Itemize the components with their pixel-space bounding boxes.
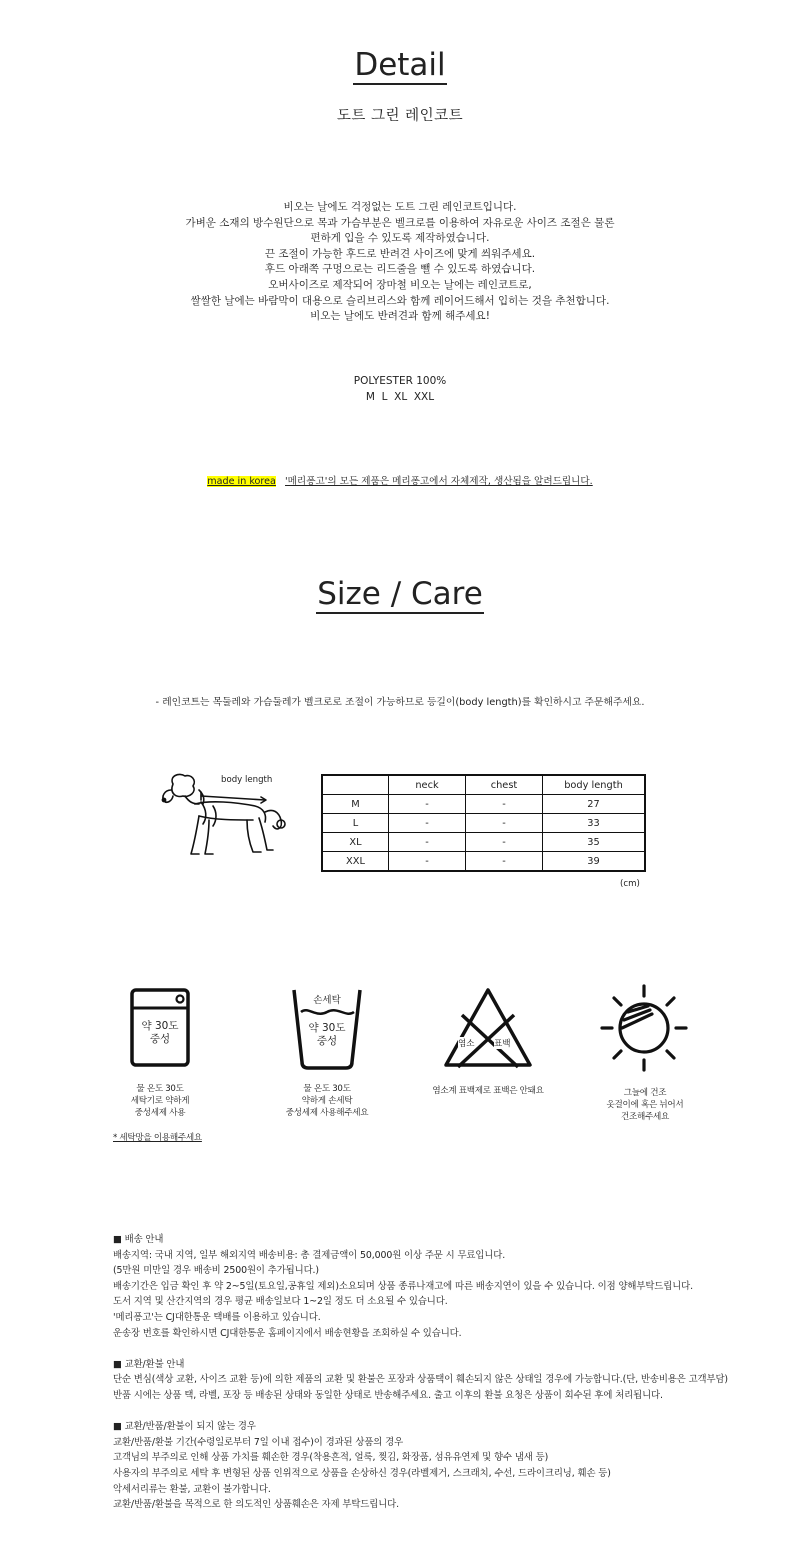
notice-line: (5만원 미만일 경우 배송비 2500원이 추가됩니다.) [113, 1265, 319, 1277]
table-header [322, 775, 389, 795]
table-row [322, 833, 645, 852]
notice-line: 배송지역: 국내 지역, 일부 해외지역 배송비용: 총 결제금액이 50,000원 이상 주문 시 무료입니다. [113, 1249, 506, 1261]
detail-title: Detail [354, 47, 446, 83]
hand-wash-text: 손세탁 [313, 995, 341, 1006]
table-cell: L [322, 814, 389, 833]
hand-wash-icon [288, 982, 366, 1070]
notice-line: 단순 변심(색상 교환, 사이즈 교환 등)에 의한 제품의 교환 및 환불은 포장과 상품택이 훼손되지 않은 상태일 경우에 가능합니다.(단, 반송비용은 고객부담) [113, 1374, 728, 1386]
description-line: 쌀쌀한 날에는 바람막이 대용으로 슬리브리스와 함께 레이어드해서 입히는 것을 추천합니다. [190, 294, 610, 307]
caption-line: 세탁기로 약하게 [130, 1096, 190, 1106]
table-cell: M [322, 795, 389, 814]
exchange-heading: ■ 교환/환불 안내 [113, 1358, 185, 1370]
body-length-label: body length [221, 775, 273, 785]
notice-line: 고객님의 부주의로 인해 상품 가치를 훼손한 경우(착용흔적, 얼룩, 찢김, 화장품, 섬유유연제 및 향수 냄새 등) [113, 1452, 549, 1464]
made-in-note: '메리퐁고'의 모든 제품은 메리퐁고에서 자체제작, 생산됨을 알려드립니다. [285, 476, 593, 487]
shade-dry-caption [580, 1087, 710, 1123]
description-line: 가벼운 소재의 방수원단으로 목과 가슴부분은 벨크로를 이용하여 자유로운 사이즈 조절은 물론 [185, 216, 615, 229]
machine-wash-icon [125, 985, 195, 1070]
no-bleach-caption: 염소계 표백제로 표백은 안돼요 [432, 1086, 544, 1096]
table-header: chest [466, 775, 543, 795]
table-row [322, 814, 645, 833]
notice-line: 악세서리류는 환불, 교환이 불가합니다. [113, 1483, 271, 1495]
size-table [321, 774, 646, 872]
caption-line: 그늘에 건조 [623, 1088, 667, 1098]
caption-line: 약하게 손세탁 [301, 1096, 353, 1106]
shade-dry-icon [598, 982, 690, 1074]
sizes-text: M L XL XXL [365, 390, 435, 403]
dog-measure-illustration [155, 768, 295, 863]
caption-line: 건조해주세요 [620, 1112, 669, 1122]
material-text: POLYESTER 100% [353, 375, 447, 387]
size-care-title: Size / Care [317, 576, 483, 612]
machine-wash-caption [95, 1083, 225, 1119]
made-in-korea-label: made in korea [207, 476, 276, 487]
size-note: - 레인코트는 목둘레와 가슴둘레가 벨크로로 조절이 가능하므로 등길이(body length)를 확인하시고 주문해주세요. [155, 697, 645, 708]
notice-line: 반품 시에는 상품 택, 라벨, 포장 등 배송된 상태와 동일한 상태로 반송해주세요. 출고 이후의 환불 요청은 상품이 회수된 후에 처리됩니다. [113, 1389, 663, 1401]
bleach-text: 표백 [494, 1039, 511, 1049]
table-row [322, 795, 645, 814]
table-cell: - [389, 814, 466, 833]
table-cell: - [466, 795, 543, 814]
no-bleach-icon [442, 985, 534, 1070]
table-cell: 27 [543, 795, 646, 814]
caption-line: 물 온도 30도 [303, 1084, 351, 1094]
caption-line: 중성세제 사용 [134, 1108, 186, 1118]
notice-line: '메리퐁고'는 CJ대한통운 택배를 이용하고 있습니다. [113, 1311, 321, 1323]
product-name: 도트 그린 레인코트 [336, 108, 464, 124]
table-cell: XXL [322, 852, 389, 872]
table-cell: 39 [543, 852, 646, 872]
table-cell: XL [322, 833, 389, 852]
material-info [0, 374, 800, 405]
description-line: 후드 아래쪽 구멍으로는 리드줄을 뺄 수 있도록 하였습니다. [264, 263, 536, 276]
table-header: neck [389, 775, 466, 795]
notice-line: 사용자의 부주의로 세탁 후 변형된 상품 인위적으로 상품을 손상하신 경우(라벨제거, 스크래치, 수선, 드라이크리닝, 훼손 등) [113, 1467, 611, 1479]
chlorine-text: 염소 [458, 1039, 475, 1049]
product-description [0, 200, 800, 325]
notice-line: 운송장 번호를 확인하시면 CJ대한통운 홈페이지에서 배송현황을 조회하실 수 있습니다. [113, 1327, 462, 1339]
table-cell: 35 [543, 833, 646, 852]
hand-temp-text: 약 30도 [308, 1022, 346, 1034]
table-cell: - [389, 833, 466, 852]
description-line: 편하게 입을 수 있도록 제작하였습니다. [310, 232, 490, 245]
notice-line: 배송기간은 입금 확인 후 약 2~5일(토요일,공휴일 제외)소요되며 상품 종류나재고에 따른 배송지연이 있을 수 있습니다. 이점 양해부탁드립니다. [113, 1280, 693, 1292]
no-refund-heading: ■ 교환/반품/환불이 되지 않는 경우 [113, 1421, 256, 1433]
hand-wash-caption [262, 1083, 392, 1119]
description-line: 비오는 날에도 반려견과 함께 해주세요! [310, 310, 490, 323]
caption-line: 물 온도 30도 [136, 1084, 184, 1094]
made-in-line [0, 473, 800, 487]
notice-section [113, 1232, 793, 1513]
table-cell: - [466, 852, 543, 872]
table-header-row [322, 775, 645, 795]
table-cell: 33 [543, 814, 646, 833]
caption-line: 옷걸이에 혹은 뉘어서 [606, 1100, 684, 1110]
detail-title-wrap [0, 48, 800, 85]
notice-line: 교환/반품/환불을 목적으로 한 의도적인 상품훼손은 자제 부탁드립니다. [113, 1499, 400, 1511]
caption-line: 중성세제 사용해주세요 [285, 1108, 369, 1118]
notice-line: 도서 지역 및 산간지역의 경우 평균 배송일보다 1~2일 정도 더 소요될 수 있습니다. [113, 1296, 448, 1308]
table-cell: - [466, 814, 543, 833]
table-cell: - [389, 795, 466, 814]
machine-temp-text: 약 30도 [141, 1020, 179, 1032]
laundry-net-note: * 세탁망을 이용해주세요 [113, 1133, 202, 1143]
size-care-title-wrap [0, 577, 800, 614]
description-line: 오버사이즈로 제작되어 장마철 비오는 날에는 레인코트로, [268, 278, 532, 291]
machine-detergent-text: 중성 [149, 1033, 171, 1045]
unit-label: (cm) [620, 879, 640, 889]
hand-detergent-text: 중성 [316, 1035, 338, 1047]
table-cell: - [389, 852, 466, 872]
shipping-heading: ■ 배송 안내 [113, 1234, 164, 1245]
table-header: body length [543, 775, 646, 795]
notice-line: 교환/반품/환불 기간(수령일로부터 7일 이내 접수)이 경과된 상품의 경우 [113, 1436, 404, 1448]
description-line: 끈 조절이 가능한 후드로 반려견 사이즈에 맞게 씌워주세요. [264, 247, 536, 260]
table-row [322, 852, 645, 872]
table-cell: - [466, 833, 543, 852]
description-line: 비오는 날에도 걱정없는 도트 그린 레인코트입니다. [283, 201, 517, 213]
